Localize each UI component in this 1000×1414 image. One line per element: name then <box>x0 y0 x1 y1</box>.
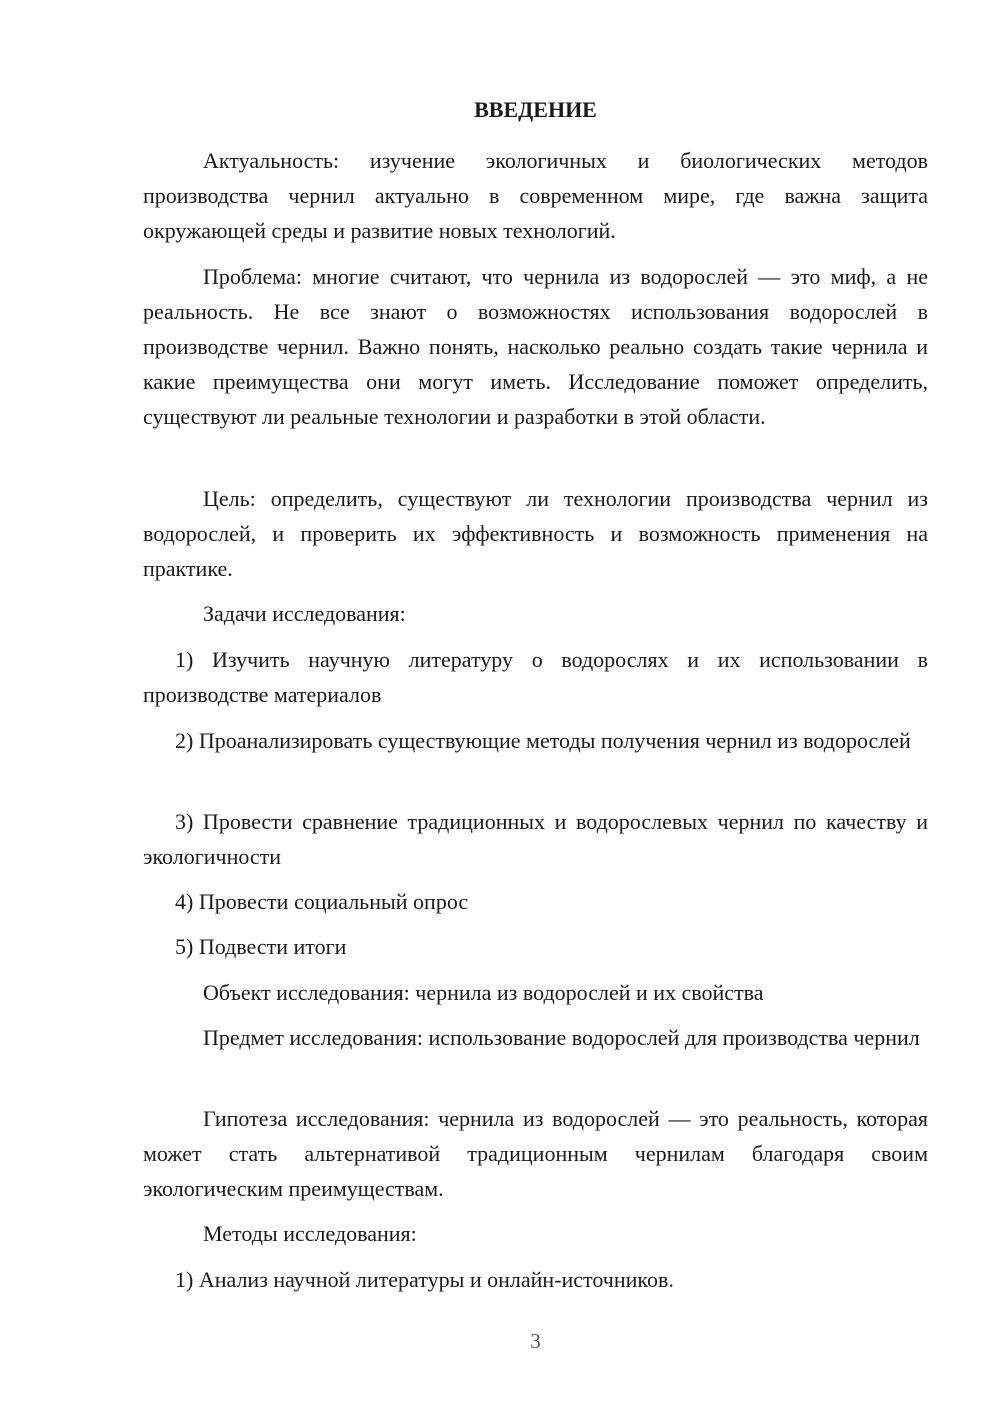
method-item-1: 1) Анализ научной литературы и онлайн-источников. <box>175 1267 674 1292</box>
task-item-4: 4) Провести социальный опрос <box>175 889 469 914</box>
hypothesis-paragraph: Гипотеза исследования: чернила из водорослей — это реальность, которая может стать альтернативой традиционным чернилам благодаря своим экологическим преимуществам. <box>143 1106 928 1201</box>
page-number: 3 <box>530 1329 541 1353</box>
section-heading: ВВЕДЕНИЕ <box>474 97 597 122</box>
relevance-paragraph: Актуальность: изучение экологичных и биологических методов производства чернил актуально в современном мире, где важна защита окружающей среды и развитие новых технологий. <box>143 148 928 243</box>
document-page <box>143 0 928 1414</box>
task-item-3: 3) Провести сравнение традиционных и водорослевых чернил по качеству и экологичности <box>143 809 928 869</box>
methods-heading: Методы исследования: <box>203 1221 417 1246</box>
task-item-1: 1) Изучить научную литературу о водорослях и их использовании в производстве материалов <box>143 647 928 707</box>
task-item-2: 2) Проанализировать существующие методы получения чернил из водорослей <box>175 728 911 753</box>
goal-paragraph: Цель: определить, существуют ли технологии производства чернил из водорослей, и проверить их эффективность и возможность применения на практике. <box>143 486 928 581</box>
subject-paragraph: Предмет исследования: использование водорослей для производства чернил <box>203 1025 920 1050</box>
object-paragraph: Объект исследования: чернила из водорослей и их свойства <box>203 980 764 1005</box>
task-item-5: 5) Подвести итоги <box>175 934 347 959</box>
tasks-heading: Задачи исследования: <box>203 601 406 626</box>
problem-paragraph: Проблема: многие считают, что чернила из водорослей — это миф, а не реальность. Не все знают о возможностях использования водорослей в производстве чернил. Важно понять, насколько реально создать такие чернила и какие преимущества они могут иметь. Исследование поможет определить, существуют ли реальные технологии и разработки в этой области. <box>143 264 928 429</box>
